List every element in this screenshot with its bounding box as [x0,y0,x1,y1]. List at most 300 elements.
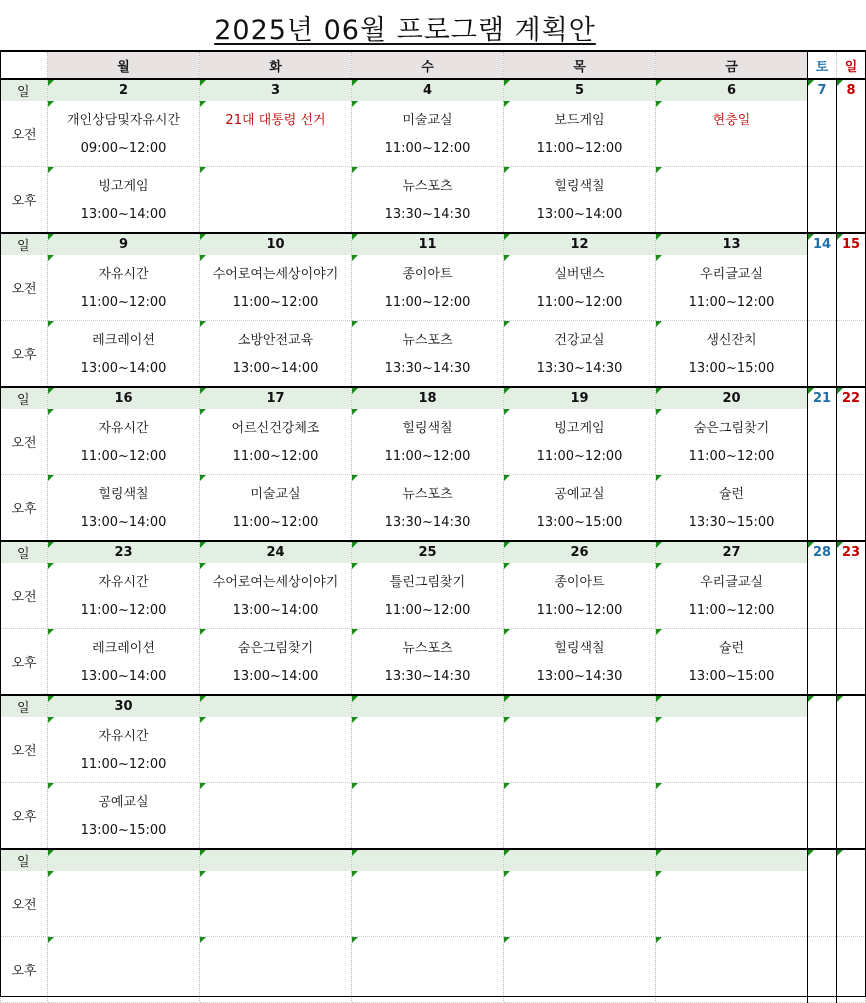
program-name: 공예교실 [98,795,149,810]
program-time: 11:00~12:00 [536,295,623,310]
program-name: 현충일 [712,113,751,128]
page-title: 2025년 06월 프로그램 계획안 [214,15,596,46]
date-cell: 4 [352,79,504,101]
cell-marker-icon [48,475,54,481]
program-time: 13:00~14:00 [232,669,319,684]
cell-marker-icon [352,850,358,856]
cell-marker-icon [48,234,54,240]
cell-marker-icon [200,783,206,789]
program-name: 자유시간 [98,267,149,282]
program-cell [48,783,200,850]
cell-marker-icon [200,850,206,856]
program-name: 레크레이션 [92,641,155,656]
cell-marker-icon [352,937,358,943]
sunday-cell [837,475,866,542]
date-cell [656,849,808,871]
program-cell [352,167,504,234]
program-cell [656,563,808,629]
date-cell [352,695,504,717]
program-cell [504,717,656,783]
cell-marker-icon [48,696,54,702]
sunday-cell [837,717,866,783]
cell-marker-icon [200,101,206,107]
am-label: 오전 [1,101,48,167]
program-cell [656,255,808,321]
cell-marker-icon [48,783,54,789]
am-program-row [1,717,866,783]
program-time: 11:00~12:00 [384,141,471,156]
cell-marker-icon [808,80,814,86]
cell-marker-icon [837,542,843,548]
program-name: 우리글교실 [700,267,763,282]
cell-marker-icon [504,409,510,415]
program-time: 13:30~15:00 [688,515,775,530]
saturday-cell [808,629,837,696]
program-cell [656,321,808,388]
date-cell: 27 [656,541,808,563]
cell-marker-icon [200,871,206,877]
program-cell [504,255,656,321]
cell-marker-icon [504,629,510,635]
day-label: 일 [1,849,48,871]
program-name: 미술교실 [250,487,301,502]
cell-marker-icon [656,80,662,86]
cell-marker-icon [352,321,358,327]
cell-marker-icon [48,409,54,415]
date-cell: 6 [656,79,808,101]
cell-marker-icon [200,388,206,394]
pm-program-row [1,321,866,388]
cell-marker-icon [48,321,54,327]
date-cell [504,695,656,717]
cell-marker-icon [656,321,662,327]
cell-marker-icon [656,563,662,569]
program-time: 11:00~12:00 [688,295,775,310]
program-time: 11:00~12:00 [80,603,167,618]
cell-marker-icon [656,475,662,481]
weekday-header: 금 [656,51,808,79]
program-name: 슐런 [718,641,745,656]
cell-marker-icon [200,717,206,723]
date-cell: 2 [48,79,200,101]
cell-marker-icon [200,563,206,569]
cell-marker-icon [352,255,358,261]
saturday-cell [808,871,837,937]
program-name: 틀린그림찾기 [389,575,466,590]
saturday-cell [808,101,837,167]
program-name: 수어로여는세상이야기 [212,575,339,590]
cell-marker-icon [837,696,843,702]
date-cell: 26 [504,541,656,563]
pm-program-row [1,475,866,542]
cell-marker-icon [808,542,814,548]
sunday-date: 23 [837,541,866,563]
program-cell [504,563,656,629]
program-name: 뉴스포츠 [402,333,453,348]
am-label: 오전 [1,717,48,783]
date-cell: 9 [48,233,200,255]
program-time: 11:00~12:00 [688,449,775,464]
cell-marker-icon [656,850,662,856]
cell-marker-icon [48,101,54,107]
program-name: 숨은그림찾기 [693,421,770,436]
cell-marker-icon [200,255,206,261]
program-time: 13:30~14:30 [536,361,623,376]
program-name: 힐링색칠 [554,179,605,194]
am-program-row [1,409,866,475]
program-cell [48,629,200,696]
saturday-cell [808,321,837,388]
program-cell [352,563,504,629]
cell-marker-icon [504,255,510,261]
program-time: 13:00~15:00 [688,361,775,376]
program-cell [48,167,200,234]
cell-marker-icon [656,717,662,723]
saturday-cell [808,783,837,850]
cell-marker-icon [48,255,54,261]
program-cell [48,563,200,629]
date-cell [48,849,200,871]
pm-label: 오후 [1,783,48,850]
cell-marker-icon [504,80,510,86]
saturday-date: 7 [808,79,837,101]
program-cell [48,321,200,388]
sunday-date [837,695,866,717]
cell-marker-icon [656,937,662,943]
program-cell [200,475,352,542]
program-name: 실버댄스 [554,267,605,282]
saturday-date: 28 [808,541,837,563]
date-cell: 3 [200,79,352,101]
cell-marker-icon [48,629,54,635]
date-row [1,79,866,101]
program-cell [504,321,656,388]
program-time: 11:00~12:00 [232,295,319,310]
date-cell: 12 [504,233,656,255]
program-time: 13:00~14:00 [80,669,167,684]
am-program-row [1,255,866,321]
program-name: 힐링색칠 [554,641,605,656]
program-time: 13:00~14:00 [80,361,167,376]
cell-marker-icon [504,937,510,943]
date-cell: 13 [656,233,808,255]
cell-marker-icon [352,388,358,394]
cell-marker-icon [808,850,814,856]
cell-marker-icon [656,871,662,877]
date-cell: 24 [200,541,352,563]
program-name: 수어로여는세상이야기 [212,267,339,282]
cell-marker-icon [352,101,358,107]
cell-marker-icon [48,563,54,569]
pm-program-row [1,783,866,850]
am-label: 오전 [1,563,48,629]
cell-marker-icon [656,234,662,240]
pm-label: 오후 [1,167,48,234]
program-time: 13:00~15:00 [688,669,775,684]
cell-marker-icon [656,629,662,635]
program-cell [656,783,808,850]
weekday-header: 수 [352,51,504,79]
program-time: 13:30~14:30 [384,361,471,376]
saturday-cell [808,409,837,475]
program-name: 우리글교실 [700,575,763,590]
program-cell [656,409,808,475]
program-cell [200,409,352,475]
program-name: 건강교실 [554,333,605,348]
program-time: 11:00~12:00 [232,449,319,464]
program-time: 11:00~12:00 [688,603,775,618]
program-time: 09:00~12:00 [80,141,167,156]
program-cell [656,717,808,783]
date-cell [200,695,352,717]
date-cell: 30 [48,695,200,717]
cell-marker-icon [352,80,358,86]
saturday-cell [808,255,837,321]
date-cell: 17 [200,387,352,409]
cell-marker-icon [656,167,662,173]
program-name: 자유시간 [98,575,149,590]
program-cell [352,321,504,388]
cell-marker-icon [656,783,662,789]
program-cell [48,717,200,783]
program-name: 레크레이션 [92,333,155,348]
program-time: 11:00~12:00 [536,141,623,156]
program-cell [48,871,200,937]
saturday-cell [808,167,837,234]
program-cell [48,101,200,167]
program-name: 종이아트 [554,575,605,590]
program-time: 11:00~12:00 [384,603,471,618]
am-program-row [1,871,866,937]
program-cell [352,717,504,783]
cell-marker-icon [656,255,662,261]
cell-marker-icon [48,717,54,723]
program-name: 힐링색칠 [402,421,453,436]
program-cell [48,409,200,475]
saturday-date: 21 [808,387,837,409]
program-name: 힐링색칠 [98,487,149,502]
cell-marker-icon [48,871,54,877]
program-cell [352,101,504,167]
program-time: 13:00~15:00 [80,823,167,838]
schedule-table [0,50,866,1003]
saturday-date [808,849,837,871]
program-time: 11:00~12:00 [80,295,167,310]
program-cell [504,409,656,475]
cell-marker-icon [837,850,843,856]
program-name: 자유시간 [98,421,149,436]
saturday-date [808,695,837,717]
program-name: 자유시간 [98,729,149,744]
day-label: 일 [1,387,48,409]
cell-marker-icon [656,696,662,702]
date-cell: 10 [200,233,352,255]
program-time: 11:00~12:00 [384,295,471,310]
date-cell [200,849,352,871]
program-name: 어르신건강체조 [231,421,320,436]
sunday-cell [837,101,866,167]
sunday-cell [837,409,866,475]
sunday-date: 8 [837,79,866,101]
am-label: 오전 [1,871,48,937]
sunday-cell [837,563,866,629]
cell-marker-icon [48,850,54,856]
program-name: 숨은그림찾기 [237,641,314,656]
program-cell [200,717,352,783]
program-name: 보드게임 [554,113,605,128]
cell-marker-icon [352,475,358,481]
cell-marker-icon [200,475,206,481]
sunday-cell [837,937,866,1003]
program-cell [48,255,200,321]
cell-marker-icon [504,388,510,394]
program-time: 11:00~12:00 [80,449,167,464]
sunday-date: 15 [837,233,866,255]
cell-marker-icon [504,321,510,327]
program-name: 종이아트 [402,267,453,282]
date-cell [504,849,656,871]
program-name: 생신잔치 [706,333,757,348]
weekday-header: 화 [200,51,352,79]
day-label: 일 [1,233,48,255]
am-label: 오전 [1,409,48,475]
cell-marker-icon [48,167,54,173]
program-cell [352,409,504,475]
program-time: 13:00~15:00 [536,515,623,530]
am-program-row [1,101,866,167]
program-cell [352,937,504,1003]
cell-marker-icon [352,871,358,877]
cell-marker-icon [837,234,843,240]
program-cell [504,629,656,696]
pm-label: 오후 [1,475,48,542]
saturday-date: 14 [808,233,837,255]
weekday-header-row [1,51,866,79]
header-corner-cell [1,51,48,79]
program-time: 13:00~14:00 [80,515,167,530]
cell-marker-icon [808,234,814,240]
date-row [1,849,866,871]
program-time: 13:00~14:00 [536,207,623,222]
program-cell [200,255,352,321]
program-cell [200,321,352,388]
cell-marker-icon [504,850,510,856]
cell-marker-icon [200,629,206,635]
program-cell [504,101,656,167]
program-name: 소방안전교육 [237,333,314,348]
cell-marker-icon [504,783,510,789]
am-program-row [1,563,866,629]
day-label: 일 [1,541,48,563]
cell-marker-icon [837,388,843,394]
pm-label: 오후 [1,937,48,1003]
cell-marker-icon [352,409,358,415]
program-cell [200,101,352,167]
program-time: 13:00~14:30 [536,669,623,684]
day-label: 일 [1,79,48,101]
program-name: 뉴스포츠 [402,179,453,194]
cell-marker-icon [48,80,54,86]
date-cell: 16 [48,387,200,409]
program-name: 공예교실 [554,487,605,502]
program-cell [656,101,808,167]
program-time: 11:00~12:00 [536,603,623,618]
cell-marker-icon [200,409,206,415]
program-cell [48,475,200,542]
cell-marker-icon [504,563,510,569]
sunday-cell [837,255,866,321]
program-time: 13:00~14:00 [80,207,167,222]
cell-marker-icon [504,871,510,877]
program-cell [200,167,352,234]
saturday-header: 토 [808,51,837,79]
program-cell [504,475,656,542]
date-cell: 18 [352,387,504,409]
program-cell [504,783,656,850]
cell-marker-icon [504,101,510,107]
cell-marker-icon [504,696,510,702]
program-name: 개인상담및자유시간 [66,113,181,128]
date-cell [352,849,504,871]
program-time: 13:30~14:30 [384,515,471,530]
sunday-cell [837,629,866,696]
program-cell [656,871,808,937]
program-cell [504,871,656,937]
cell-marker-icon [656,101,662,107]
cell-marker-icon [352,629,358,635]
program-cell [352,255,504,321]
date-cell: 11 [352,233,504,255]
program-name: 뉴스포츠 [402,487,453,502]
program-cell [352,871,504,937]
cell-marker-icon [504,717,510,723]
day-label: 일 [1,695,48,717]
cell-marker-icon [48,388,54,394]
saturday-cell [808,937,837,1003]
cell-marker-icon [808,696,814,702]
program-time: 11:00~12:00 [536,449,623,464]
program-cell [200,629,352,696]
program-cell [200,871,352,937]
program-cell [352,475,504,542]
weekday-header: 월 [48,51,200,79]
date-cell: 5 [504,79,656,101]
am-label: 오전 [1,255,48,321]
sunday-date [837,849,866,871]
date-cell [656,695,808,717]
pm-program-row [1,167,866,234]
sunday-cell [837,167,866,234]
cell-marker-icon [808,388,814,394]
sunday-date: 22 [837,387,866,409]
pm-program-row [1,937,866,1003]
date-cell: 23 [48,541,200,563]
pm-program-row [1,629,866,696]
sunday-cell [837,783,866,850]
cell-marker-icon [200,321,206,327]
program-time: 11:00~12:00 [80,757,167,772]
pm-label: 오후 [1,629,48,696]
program-cell [352,629,504,696]
cell-marker-icon [200,937,206,943]
program-cell [656,167,808,234]
date-row [1,233,866,255]
program-cell [656,475,808,542]
program-cell [48,937,200,1003]
program-time: 11:00~12:00 [384,449,471,464]
cell-marker-icon [352,717,358,723]
sunday-cell [837,321,866,388]
